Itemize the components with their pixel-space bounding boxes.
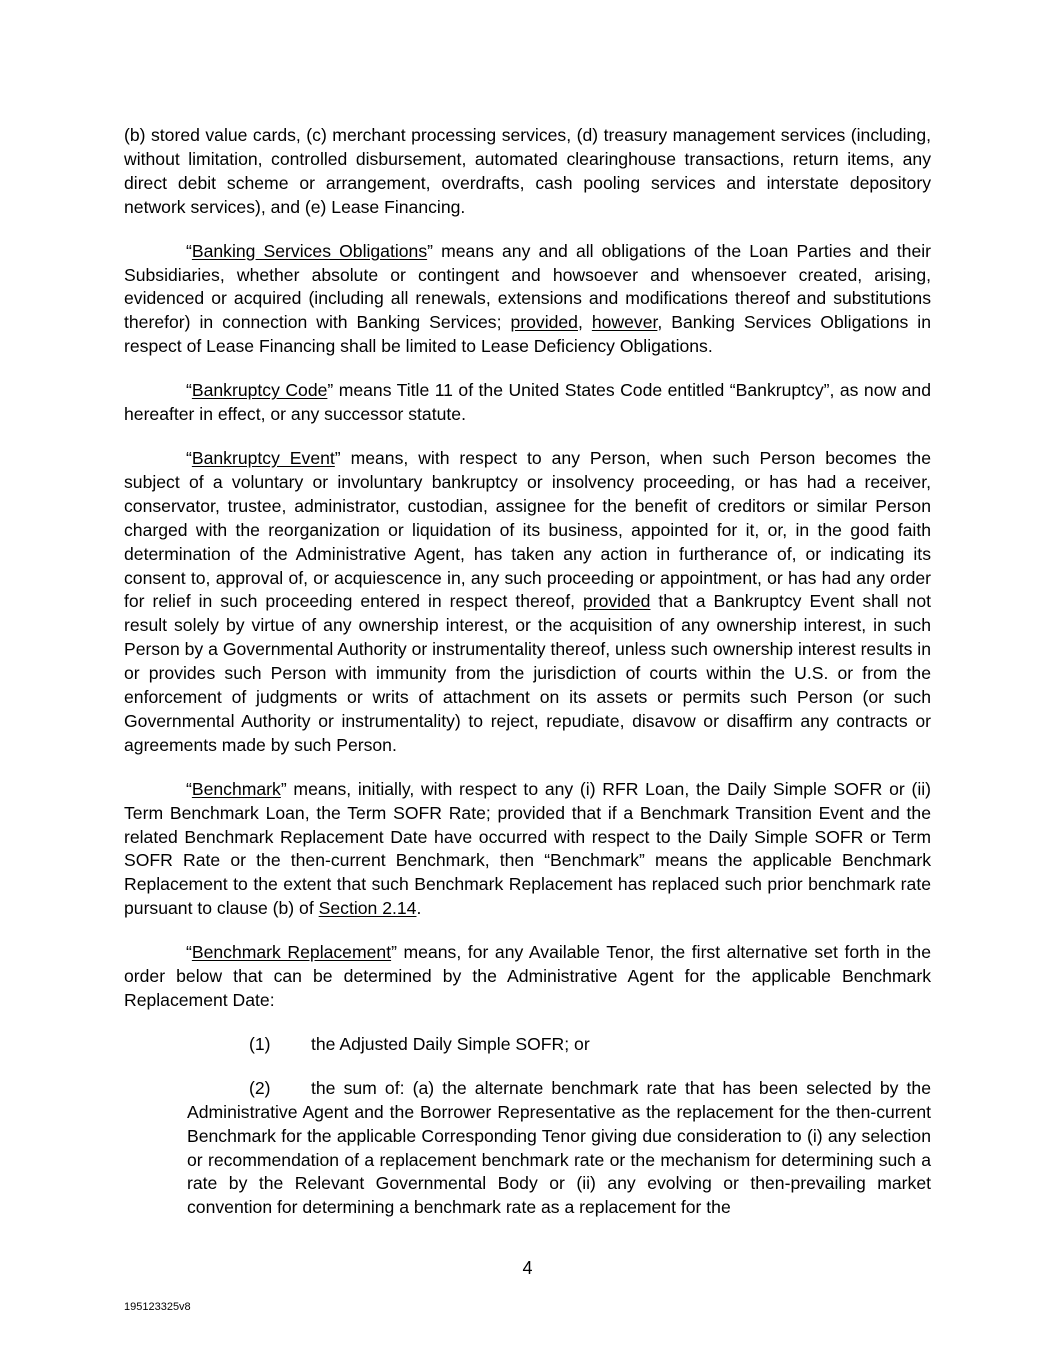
defined-term: Benchmark Replacement — [191, 942, 392, 963]
list-item-text: the sum of: (a) the alternate benchmark rate that has been selected by the Administrative Agent and the Borrower Representative as the replacement for the then-current Benchmark for the applicable Corresponding Tenor giving due consideration to (i) any selection or recommendation of a replacement benchmark rate or the mechanism for determining such a rate by the Relevant Governmental Body or (ii) any evolving or then-prevailing market convention for determining a benchmark rate as a replacement for the — [187, 1077, 931, 1218]
definition-banking-services-obligations — [124, 240, 931, 360]
page-number: 4 — [522, 1258, 533, 1278]
document-body — [124, 124, 931, 1240]
definition-text: ” means Title 11 of the United States Code entitled “Bankruptcy”, as now and hereafter in effect, or any successor statute. — [124, 380, 931, 425]
definition-text: , Banking Services Obligations in respect of Lease Financing shall be limited to Lease Deficiency Obligations. — [124, 312, 932, 357]
provided-term: provided — [510, 312, 578, 333]
definition-bankruptcy-event — [124, 447, 931, 758]
however-term: however — [591, 312, 658, 333]
provided-term: provided — [582, 591, 651, 612]
section-reference: Section 2.14 — [318, 898, 417, 919]
defined-term: Benchmark — [191, 778, 281, 799]
comma: , — [577, 312, 592, 333]
list-item — [187, 1033, 931, 1057]
paragraph-continuation — [124, 124, 931, 220]
definition-text: ” means, initially, with respect to any (i) RFR Loan, the Daily Simple SOFR or (ii) Term Benchmark Loan, the Term SOFR Rate; provided that if a Benchmark Transition Event and the related Benchmark Replacement Date have occurred with respect to the Daily Simple SOFR or Term SOFR Rate or the then-current Benchmark, then “Benchmark” means the applicable Benchmark Replacement to the extent that such Benchmark Replacement has replaced such prior benchmark rate pursuant to clause (b) of — [124, 778, 931, 919]
list-item — [187, 1077, 931, 1220]
defined-term: Banking Services Obligations — [191, 240, 428, 261]
list-item-number: (1) — [249, 1033, 271, 1054]
definition-text: that a Bankruptcy Event shall not result solely by virtue of any ownership interest, or the acquisition of any ownership interest, in such Person by a Governmental Authority or instrumentality thereof, unless such ownership interest results in or provides such Person with immunity from the jurisdiction of courts within the U.S. or from the enforcement of judgments or writs of attachment on its assets or permits such Person (or such Governmental Authority or instrumentality) to reject, repudiate, disavow or disaffirm any contracts or agreements made by such Person. — [124, 591, 931, 755]
definition-bankruptcy-code — [124, 379, 931, 427]
list-item-number: (2) — [249, 1077, 271, 1098]
document-id: 195123325v8 — [124, 1301, 191, 1313]
defined-term: Bankruptcy Code — [191, 380, 328, 401]
open-quote: “ — [186, 447, 192, 468]
definition-text: ” means any and all obligations of the Loan Parties and their Subsidiaries, whether absolute or contingent and howsoever and whensoever created, arising, evidenced or acquired (including all renewals, extensions and modifications thereof and substitutions therefor) in connection with Banking Services; — [124, 240, 931, 333]
definition-text: ” means, for any Available Tenor, the first alternative set forth in the order below that can be determined by the Administrative Agent for the applicable Benchmark Replacement Date: — [124, 942, 931, 1010]
open-quote: “ — [186, 380, 192, 401]
paragraph-text: (b) stored value cards, (c) merchant processing services, (d) treasury management services (including, without limitation, controlled disbursement, automated clearinghouse transactions, return items, any direct debit scheme or arrangement, overdrafts, cash pooling services and interstate depository network services), and (e) Lease Financing. — [124, 125, 931, 217]
list-item-text: the Adjusted Daily Simple SOFR; or — [311, 1033, 590, 1054]
defined-term: Bankruptcy Event — [191, 447, 335, 468]
open-quote: “ — [186, 778, 192, 799]
definition-text: ” means, with respect to any Person, when such Person becomes the subject of a voluntary or involuntary bankruptcy or insolvency proceeding, or has had a receiver, conservator, trustee, administrator, custodian, assignee for the benefit of creditors or similar Person charged with the reorganization or liquidation of its business, appointed for it, or, in the good faith determination of the Administrative Agent, has taken any action in furtherance of, or indicating its consent to, approval of, or acquiescence in, any such proceeding or appointment, or has had any order for relief in such proceeding entered in respect thereof, — [124, 447, 932, 612]
open-quote: “ — [186, 240, 192, 261]
definition-text: . — [416, 898, 422, 919]
definition-benchmark — [124, 778, 931, 921]
definition-benchmark-replacement — [124, 941, 931, 1013]
open-quote: “ — [186, 942, 192, 963]
